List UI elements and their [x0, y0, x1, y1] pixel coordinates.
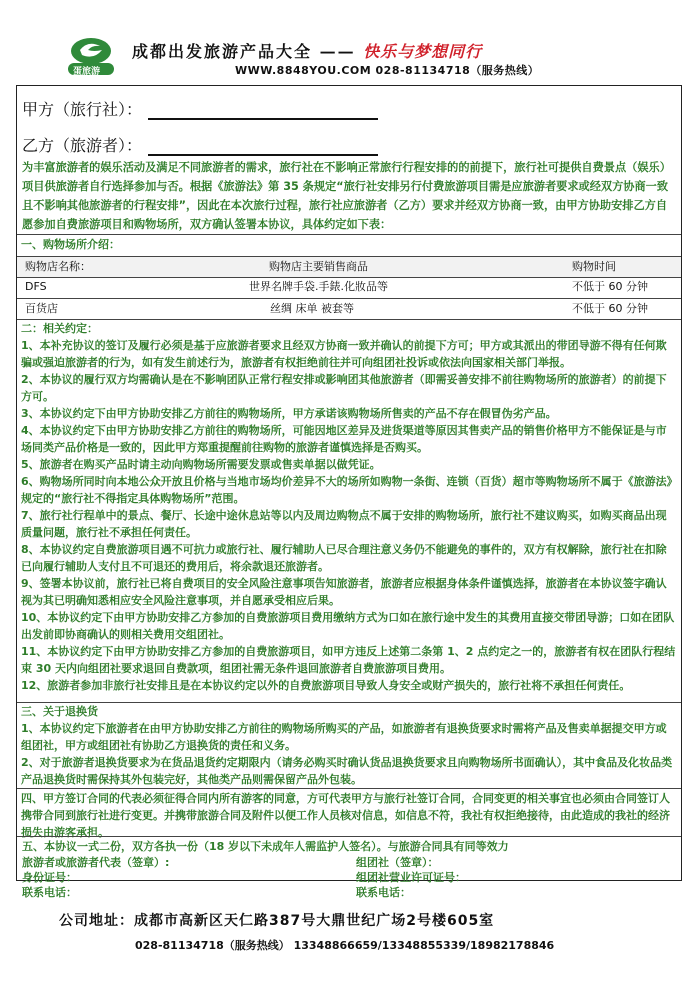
section5-title: 五、本协议一式二份，双方各执一份（18 岁以下未成年人需监护人签名）。与旅游合同具有同等效力 [22, 840, 509, 853]
list-item: 11、本协议约定下由甲方协助安排乙方参加的自费旅游项目，如甲方违反上述第二条第 1、2 点约定之一的，旅游者有权在团队行程结束 30 天内向组团社要求退回自费款项，组团社需无条件退回旅游者自费旅游项目费用。 [21, 645, 676, 675]
list-item: 6、购物场所同时向本地公众开放且价格与当地市场均价差异不大的场所如购物一条街、连锁（百货）超市等购物场所不属于《旅游法》规定的“旅行社不得指定具体购物场所”范围。 [21, 475, 673, 505]
logo-text: 蛋旅游 [73, 67, 101, 77]
section4-text: 四、甲方签订合同的代表必须征得合同内所有游客的同意，方可代表甲方与旅行社签订合同，合同变更的相关事宜也必须由合同签订人携带合同到旅行社进行变更。并携带旅游合同及附件以便工作人员核对信息，如信息不符，我社有权拒绝接待，由此造成的我社的经济损失由游客承担。 [21, 792, 670, 839]
intro-paragraph: 为丰富旅游者的娱乐活动及满足不同旅游者的需求，旅行社在不影响正常旅行行程安排的的前提下，旅行社可提供自费景点（娱乐）项目供旅游者自行选择参加与否。根据《旅游法》第 35 条规定“旅行社安排另行付费旅游项目需是应旅游者要求或经双方协商一致且不影响其他旅游者的行程安排”，因此在本次旅行过程，旅行社应旅游者（乙方）要求并经双方协商一致，由甲方协助安排乙方自愿参加自费旅游项目和购物场所，双方确认签署本协议，具体约定如下表： [22, 161, 671, 231]
section3-title: 三、关于退换货 [21, 705, 98, 718]
party-a-label: 甲方（旅行社）： [22, 100, 143, 119]
company-address: 公司地址：成都市高新区天仁路387号大鼎世纪广场2号楼605室 [59, 913, 495, 929]
shop-goods: 丝绸 床单 被套等 [270, 302, 354, 315]
divider [17, 788, 681, 789]
party-a-blank[interactable] [148, 100, 378, 120]
list-item: 7、旅行社行程单中的景点、餐厅、长途中途休息站等以内及周边购物点不属于安排的购物场所，旅行社不建议购买，如购买商品出现质量问题，旅行社不承担任何责任。 [21, 509, 667, 539]
list-item: 5、旅游者在购买产品时请主动向购物场所需要发票或售卖单据以做凭证。 [21, 458, 381, 471]
agency-license-field[interactable]: 组团社营业许可证号： [356, 871, 466, 884]
list-item: 8、本协议约定自费旅游项目遇不可抗力或旅行社、履行辅助人已尽合理注意义务仍不能避免的事件的，双方有权解除，旅行社在扣除已向履行辅助人支付且不可退还的费用后，将余款退还旅游者。 [21, 543, 667, 573]
company-logo [62, 36, 120, 76]
header-title-line [132, 39, 482, 62]
company-phones: 028-81134718（服务热线） 13348866659/13348855339/18982178846 [135, 939, 555, 952]
party-b-line [22, 133, 378, 156]
section2 [17, 320, 681, 694]
section1-title: 一、购物场所介绍： [21, 238, 120, 251]
tourist-phone-field[interactable]: 联系电话： [22, 886, 77, 899]
shop-name: DFS [25, 280, 47, 293]
list-item: 1、本协议约定下旅游者在由甲方协助安排乙方前往的购物场所购买的产品，如旅游者有退换货要求时需将产品及售卖单据提交甲方或组团社，甲方或组团社有协助乙方退换货的责任和义务。 [21, 722, 667, 752]
shop-name: 百货店 [25, 302, 58, 315]
list-item: 12、旅游者参加非旅行社安排且是在本协议约定以外的自费旅游项目导致人身安全或财产损失的，旅行社将不承担任何责任。 [21, 679, 631, 692]
party-a-line [22, 97, 378, 120]
header-slogan: 快乐与梦想同行 [363, 42, 483, 61]
list-item: 9、签署本协议前，旅行社已将自费项目的安全风险注意事项告知旅游者，旅游者应根据身体条件谨慎选择，旅游者在本协议签字确认视为其已明确知悉相应安全风险注意事项，并自愿承受相应后果。 [21, 577, 667, 607]
list-item: 3、本协议约定下由甲方协助安排乙方前往的购物场所，甲方承诺该购物场所售卖的产品不存在假冒伪劣产品。 [21, 407, 557, 420]
tourist-signature-field[interactable]: 旅游者或旅游者代表（签章）: [22, 856, 170, 869]
table-row [17, 299, 681, 319]
shop-col-goods: 购物店主要销售商品 [269, 260, 368, 273]
list-item: 1、本补充协议的签订及履行必须是基于应旅游者要求且经双方协商一致并确认的前提下方可；甲方或其派出的带团导游不得有任何欺骗或强迫旅游者的行为，如有发生前述行为，旅游者有权拒绝前往并可向组团社投诉或依法向国家相关部门举报。 [21, 339, 667, 369]
page-header [0, 0, 700, 88]
list-item: 4、本协议约定下由甲方协助安排乙方前往的购物场所，可能因地区差异及进货渠道等原因其售卖产品的销售价格甲方不能保证是与市场同类产品价格是一致的，因此甲方郑重提醒前往购物的旅游者谨慎选择是否购买。 [21, 424, 667, 454]
list-item: 10、本协议约定下由甲方协助安排乙方参加的自费旅游项目费用缴纳方式为口如在旅行途中发生的其费用直接交带团导游；口如在团队出发前即协商确认的则相关费用交组团社。 [21, 611, 675, 641]
party-b-blank[interactable] [148, 136, 378, 156]
table-row [17, 277, 681, 297]
header-title: 成都出发旅游产品大全 —— [132, 42, 364, 61]
list-item: 2、本协议的履行双方均需确认是在不影响团队正常行程安排或影响团其他旅游者（即需妥善安排不前往购物场所的旅游者）的前提下方可。 [21, 373, 667, 403]
header-contact: WWW.8848YOU.COM 028-81134718（服务热线） [235, 64, 540, 77]
divider [17, 234, 681, 235]
section3 [17, 703, 681, 788]
shop-table-header [17, 257, 681, 277]
shop-col-time: 购物时间 [572, 260, 616, 273]
id-number-field[interactable]: 身份证号： [22, 871, 77, 884]
shop-col-name: 购物店名称： [25, 260, 91, 273]
list-item: 2、对于旅游者退换货要求为在货品退货约定期限内（请务必购买时确认货品退换货要求且向购物场所书面确认），其中食品及化妆品类产品退换货时需保持其外包装完好，其他类产品则需保留产品外包装。 [21, 756, 673, 786]
shop-time: 不低于 60 分钟 [572, 280, 648, 293]
section2-title: 二：相关约定： [21, 322, 98, 335]
shop-time: 不低于 60 分钟 [572, 302, 648, 315]
agency-phone-field[interactable]: 联系电话： [356, 886, 411, 899]
party-b-label: 乙方（旅游者）： [22, 136, 143, 155]
divider [17, 836, 681, 837]
shop-goods: 世界名牌手袋.手錶.化妝品等 [249, 280, 388, 293]
agency-signature-field[interactable]: 组团社（签章）： [356, 856, 439, 869]
